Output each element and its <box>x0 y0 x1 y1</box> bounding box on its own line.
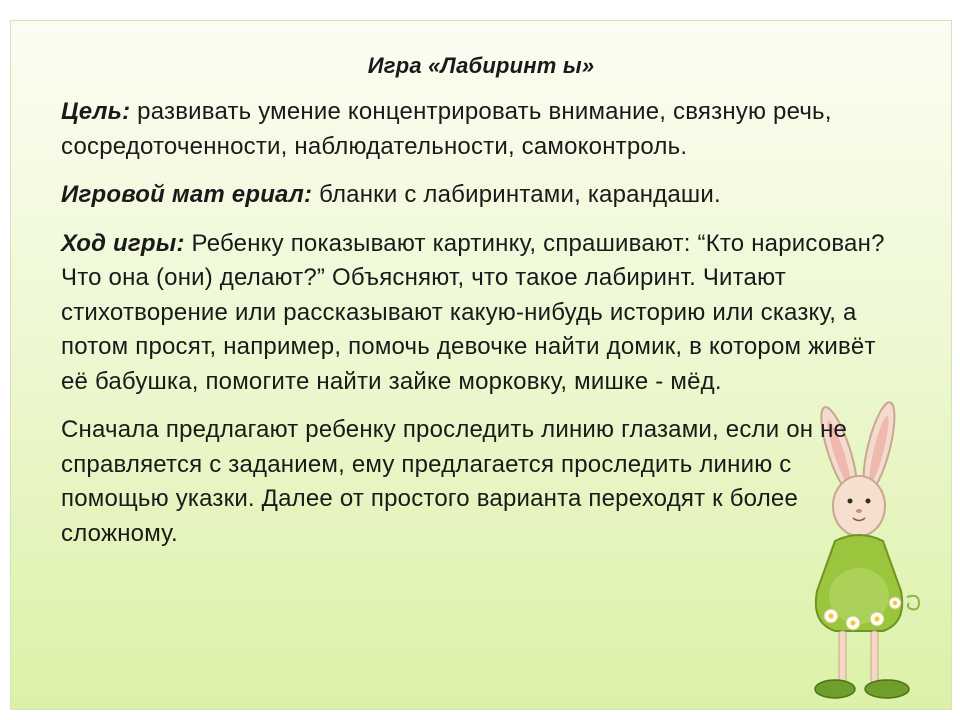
slide-content <box>61 51 901 565</box>
procedure-label: Ход игры: <box>61 229 185 257</box>
procedure-paragraph <box>61 227 901 400</box>
closing-paragraph: Сначала предлагают ребенку проследить линию глазами, если он не справляется с заданием, ему предлагается проследить линию с помощью указки. Далее от простого варианта переходят к более сложному. <box>61 416 848 547</box>
goal-label: Цель: <box>61 98 131 125</box>
material-paragraph <box>61 178 901 213</box>
material-label: Игровой мат ериал: <box>61 181 313 208</box>
slide-title: Игра «Лабиринт ы» <box>367 53 595 78</box>
goal-paragraph <box>61 95 901 164</box>
material-text: бланки с лабиринтами, карандаши. <box>312 181 721 208</box>
procedure-text: Ребенку показывают картинку, спрашивают: “Кто нарисован? Что она (они) делают?” Объясняют, что такое лабиринт. Читают стихотворение или рассказывают какую-нибудь историю или сказку, а потом просят, например, помочь девочке найти домик, в котором живёт её бабушка, помогите найти зайке морковку, мишке - мёд. <box>61 229 885 395</box>
goal-text: развивать умение концентрировать внимание, связную речь, сосредоточенности, наблюдательности, самоконтроль. <box>61 98 832 160</box>
slide <box>10 20 952 710</box>
